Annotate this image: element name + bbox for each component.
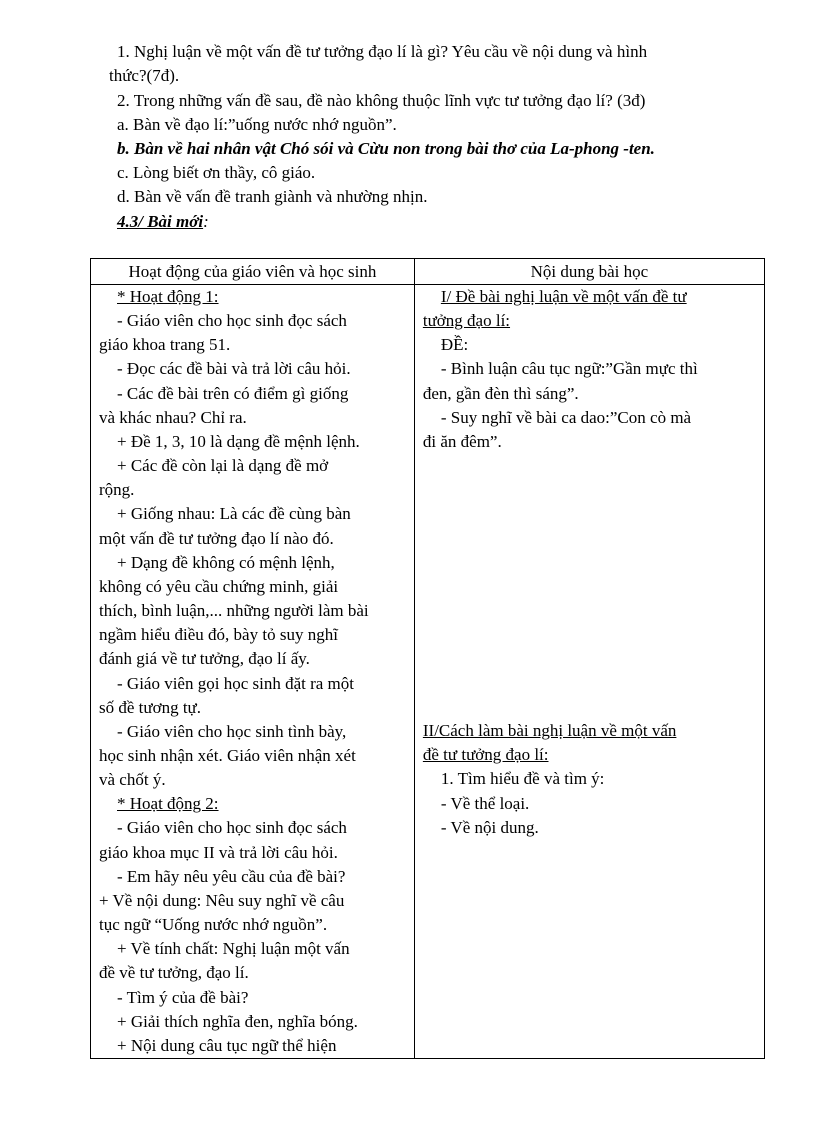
text-line: II/Cách làm bài nghị luận về một vấn <box>422 721 677 741</box>
text-line: - Giáo viên gọi học sinh đặt ra một <box>117 673 355 693</box>
text-line: ĐỀ: <box>440 335 469 355</box>
text-line: số đề tương tự. <box>99 697 202 717</box>
table-header-row <box>91 259 765 285</box>
text-line: 1. Tìm hiểu đề và tìm ý: <box>440 769 605 789</box>
text-line: - Em hãy nêu yêu cầu của đề bài? <box>117 866 346 886</box>
text-line: + Về tính chất: Nghị luận một vấn <box>117 939 350 959</box>
text-line: giáo khoa trang 51. <box>99 335 231 355</box>
text-line: - Suy nghĩ về bài ca dao:”Con cò mà <box>440 407 692 427</box>
text-line: đen, gần đèn thì sáng”. <box>422 383 579 403</box>
option-c: c. Lòng biết ơn thầy, cô giáo. <box>117 163 316 182</box>
option-d: d. Bàn về vấn đề tranh giành và nhường nhịn. <box>117 187 428 206</box>
header-content: Nội dung bài học <box>414 259 764 285</box>
text-line: giáo khoa mục II và trả lời câu hỏi. <box>99 842 338 862</box>
text-line: I/ Đề bài nghị luận về một vấn đề tư <box>440 287 687 306</box>
question-1-line-1: 1. Nghị luận về một vấn đề tư tưởng đạo lí là gì? Yêu cầu về nội dung và hình <box>117 42 648 61</box>
question-2: 2. Trong những vấn đề sau, đề nào không thuộc lĩnh vực tư tưởng đạo lí? (3đ) <box>117 91 646 110</box>
text-line: + Về nội dung: Nêu suy nghĩ về câu <box>99 890 345 910</box>
content-block-1 <box>423 285 764 454</box>
text-line: + Nội dung câu tục ngữ thể hiện <box>117 1035 337 1055</box>
text-line: rộng. <box>99 480 135 500</box>
text-line: + Giải thích nghĩa đen, nghĩa bóng. <box>117 1011 358 1031</box>
header-activities: Hoạt động của giáo viên và học sinh <box>91 259 415 285</box>
text-line: - Các đề bài trên có điểm gì giống <box>117 383 349 403</box>
text-line: đánh giá về tư tưởng, đạo lí ấy. <box>99 649 310 669</box>
text-line: * Hoạt động 1: <box>117 287 219 306</box>
text-line: thích, bình luận,... những người làm bài <box>99 601 369 621</box>
text-line: học sinh nhận xét. Giáo viên nhận xét <box>99 745 356 765</box>
text-line: một vấn đề tư tưởng đạo lí nào đó. <box>99 528 334 548</box>
text-line: không có yêu cầu chứng minh, giải <box>99 576 339 596</box>
question-1-line-2: thức?(7đ). <box>109 66 180 85</box>
table-body-row <box>91 285 765 1059</box>
text-line: tục ngữ “Uống nước nhớ nguồn”. <box>99 915 328 935</box>
section-title: 4.3/ Bài mới <box>117 212 204 231</box>
text-line: * Hoạt động 2: <box>117 794 219 814</box>
option-b: b. Bàn về hai nhân vật Chó sói và Cừu non trong bài thơ của La-phong -ten. <box>117 139 655 158</box>
text-line: + Đề 1, 3, 10 là dạng đề mệnh lệnh. <box>117 431 360 451</box>
text-line: - Về thể loại. <box>440 793 530 813</box>
text-line: đề tư tưởng đạo lí: <box>422 745 549 765</box>
text-line: - Về nội dung. <box>440 817 539 837</box>
text-line: + Dạng đề không có mệnh lệnh, <box>117 552 335 572</box>
lesson-table <box>90 258 765 1059</box>
option-a: a. Bàn về đạo lí:”uống nước nhớ nguồn”. <box>117 115 397 134</box>
text-line: - Giáo viên cho học sinh đọc sách <box>117 311 347 331</box>
text-line: + Các đề còn lại là dạng đề mở <box>117 456 329 476</box>
text-line: và khác nhau? Chỉ ra. <box>99 407 247 427</box>
text-line: - Giáo viên cho học sinh đọc sách <box>117 818 347 838</box>
text-line: - Giáo viên cho học sinh tình bày, <box>117 721 347 741</box>
activities-cell <box>91 285 415 1059</box>
text-line: + Giống nhau: Là các đề cùng bàn <box>117 504 351 524</box>
text-line: ngầm hiểu điều đó, bày tỏ suy nghĩ <box>99 625 338 645</box>
text-line: đi ăn đêm”. <box>422 431 502 451</box>
section-heading <box>117 210 209 234</box>
section-colon: : <box>203 212 209 231</box>
content-block-2 <box>423 719 764 840</box>
content-cell <box>414 285 764 1059</box>
text-line: - Tìm ý của đề bài? <box>117 987 249 1007</box>
text-line: và chốt ý. <box>99 770 166 790</box>
text-line: tưởng đạo lí: <box>422 311 511 331</box>
text-line: - Bình luận câu tục ngữ:”Gần mực thì <box>440 359 698 379</box>
text-line: đề về tư tưởng, đạo lí. <box>99 963 249 983</box>
text-line: - Đọc các đề bài và trả lời câu hỏi. <box>117 359 351 379</box>
content-spacer <box>423 454 764 719</box>
